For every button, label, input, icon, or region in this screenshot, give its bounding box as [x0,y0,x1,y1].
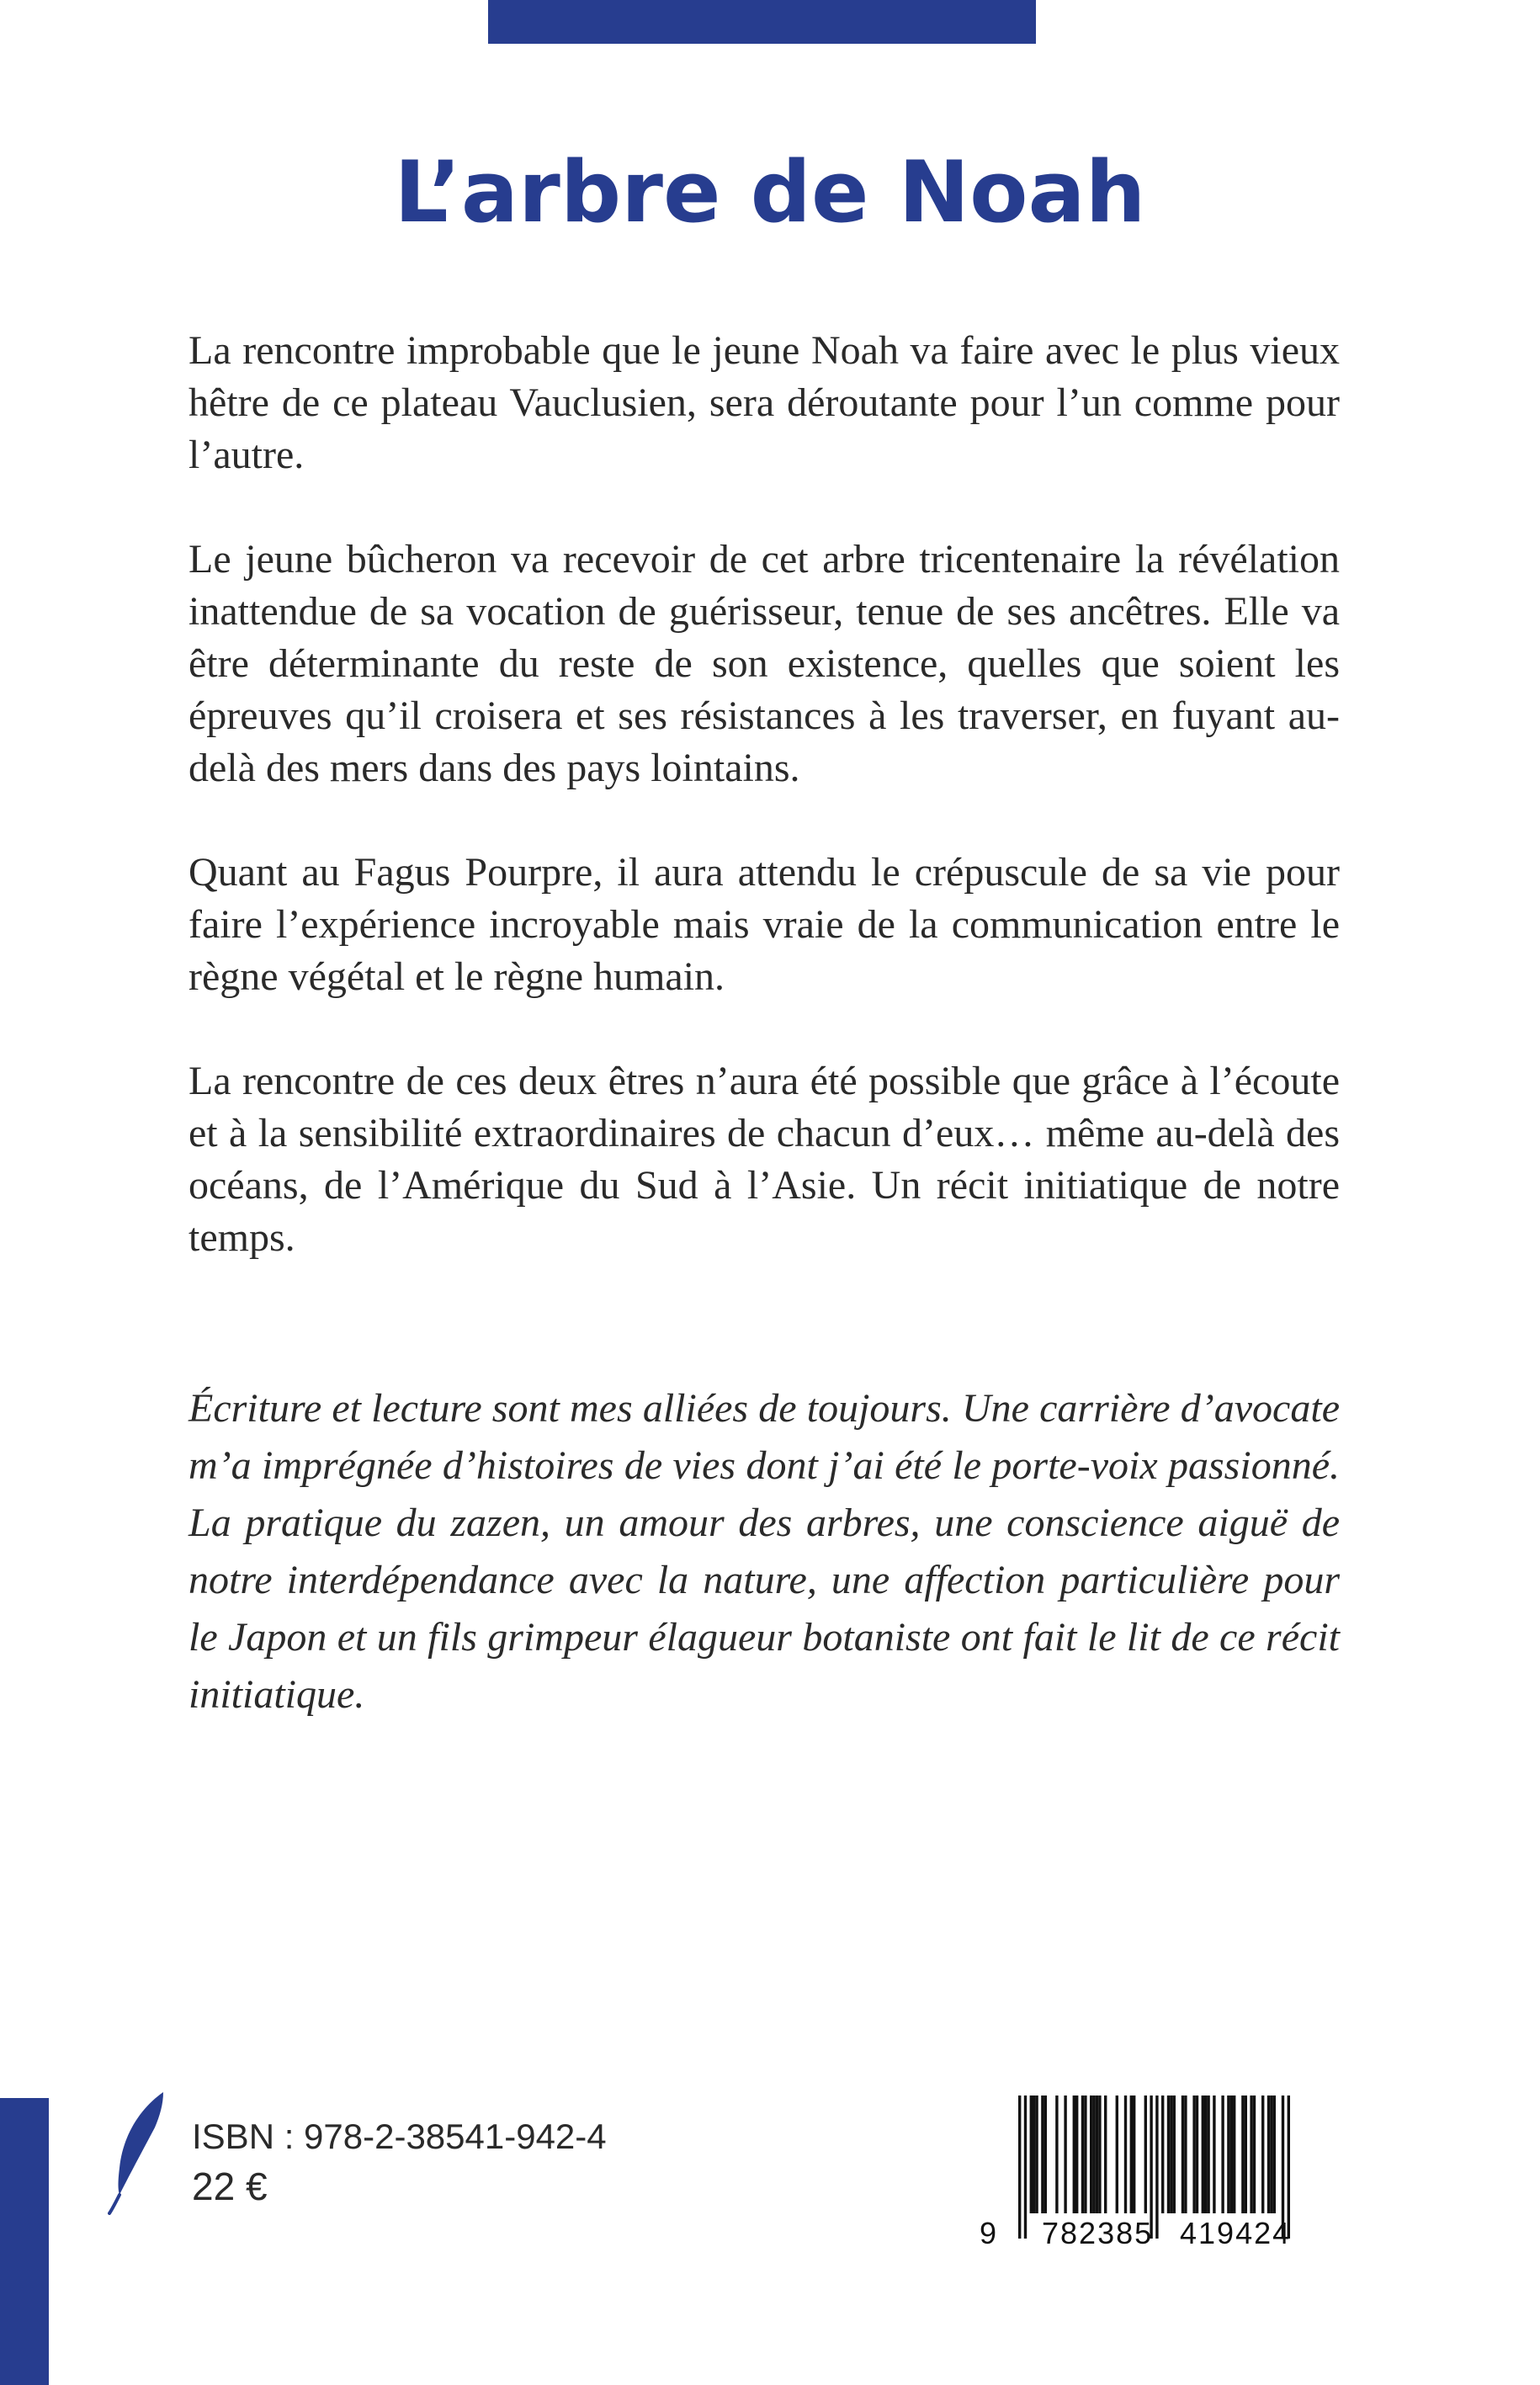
barcode-bar [1144,2096,1147,2213]
barcode-bar [1227,2096,1229,2213]
barcode-right-group: 419424 [1180,2216,1292,2250]
barcode-bar [1161,2096,1164,2213]
blurb-paragraph: La rencontre de ces deux êtres n’aura été possible que grâce à l’écoute et à la sensibilité extraordinaires de chacun d’eux… même au-delà des océans, de l’Amérique du Sud à l’Asie. Un récit initiatique de notre temps. [189,1059,1340,1260]
barcode-bar [1204,2096,1207,2213]
barcode-bar [1075,2096,1078,2213]
barcode-bar [1273,2096,1276,2213]
barcode-bar [1192,2096,1195,2213]
barcode-digits [976,2215,1330,2252]
isbn: ISBN : 978-2-38541-942-4 [192,2117,607,2156]
author-bio [189,1380,1340,1724]
barcode-bar [1081,2096,1084,2213]
price: 22 € [192,2165,268,2208]
barcode-bar [1124,2096,1127,2213]
barcode-bar [1041,2096,1043,2213]
barcode-bar [1073,2096,1075,2213]
barcode-bar [1221,2096,1224,2213]
barcode-bar [1033,2096,1035,2213]
author-bio-text: Écriture et lecture sont mes alliées de toujours. Une carrière d’avocate m’a imprégnée d’histoires de vies dont j’ai été le porte-voix passionné. La pratique du zazen, un amour des arbres, une conscience aiguë de notre interdépendance avec la nature, une affection particulière pour le Japon et un fils grimpeur élagueur botaniste ont fait le lit de ce récit initiatique. [189,1386,1340,1717]
barcode-bar [1035,2096,1038,2213]
barcode-bar [1202,2096,1204,2213]
barcode-bar [1245,2096,1247,2213]
barcode-bar [1096,2096,1098,2213]
barcode-bar [1267,2096,1270,2213]
barcode-bar [1133,2096,1135,2213]
barcode-bar [1116,2096,1118,2213]
feather-icon [108,2090,167,2215]
barcode-bar [1207,2096,1209,2213]
barcode-bar [1213,2096,1215,2213]
book-title: L’arbre de Noah [394,142,1146,242]
blurb-paragraph: Quant au Fagus Pourpre, il aura attendu le crépuscule de sa vie pour faire l’expérience incroyable mais vraie de la communication entre le règne végétal et le règne humain. [189,850,1340,999]
barcode-bar [1170,2096,1172,2213]
barcode-bar [1055,2096,1058,2213]
barcode-bar [1230,2096,1233,2213]
barcode-first-digit: 9 [980,2216,997,2250]
barcode-bar [1084,2096,1086,2213]
blurb-paragraph: Le jeune bûcheron va recevoir de cet arbre tricentenaire la révélation inattendue de sa vocation de guérisseur, tenue de ses ancêtres. Elle va être déterminante du reste de son existence, quelles que soient les épreuves qu’il croisera et ses résistances à les traverser, en fuyant au-delà des mers dans des pays lointains. [189,537,1340,790]
barcode-bar [1092,2096,1095,2213]
barcode-bar [1184,2096,1187,2213]
barcode-bar [1130,2096,1133,2213]
side-accent-band [0,2098,49,2385]
barcode-bar [1250,2096,1252,2213]
blurb [189,325,1340,1316]
barcode-bar [1173,2096,1176,2213]
barcode-bar [1196,2096,1198,2213]
barcode-bar [1253,2096,1256,2213]
barcode-bar [1233,2096,1235,2213]
top-accent-band [488,0,1036,44]
blurb-paragraph: La rencontre improbable que le jeune Noah va faire avec le plus vieux hêtre de ce plateau Vauclusien, sera déroutante pour l’un comme pour l’autre. [189,328,1340,477]
barcode-bar [1064,2096,1066,2213]
barcode-bar [1241,2096,1244,2213]
barcode-bar [1104,2096,1107,2213]
barcode-bar [1261,2096,1264,2213]
barcode-bar [1090,2096,1092,2213]
barcode-bar [1182,2096,1184,2213]
barcode-bar [1044,2096,1047,2213]
barcode-bar [1167,2096,1170,2213]
barcode-bar [1270,2096,1272,2213]
barcode-bar [1030,2096,1033,2213]
barcode-left-group: 782385 [1042,2216,1154,2250]
barcode-bar [1098,2096,1101,2213]
